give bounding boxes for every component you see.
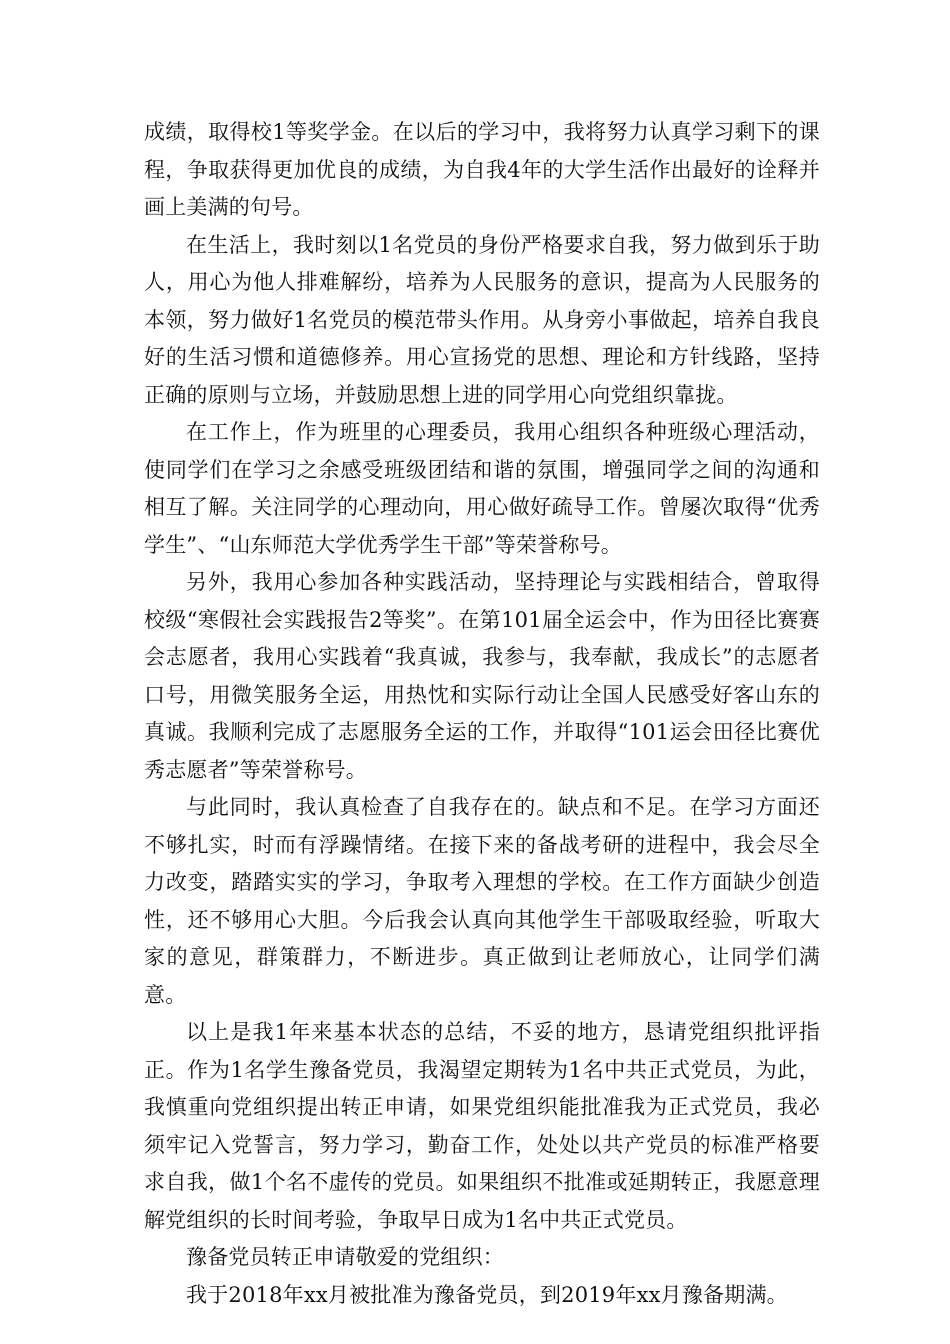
paragraph-work: 在工作上，作为班里的心理委员，我用心组织各种班级心理活动，使同学们在学习之余感受班级团结和谐的氛围，增强同学之间的沟通和相互了解。关注同学的心理动向，用心做好疏导工作。曾屡次取得“优秀学生”、“山东师范大学优秀学生干部”等荣誉称号。 (144, 420, 820, 557)
paragraph-last: 我于2018年xx月被批准为豫备党员，到2019年xx月豫备期满。 (186, 1282, 788, 1307)
paragraph-1: 成绩，取得校1等奖学金。在以后的学习中，我将努力认真学习剩下的课程，争取获得更加优良的成绩，为自我4年的大学生活作出最好的诠释并画上美满的句号。 (144, 120, 820, 219)
paragraph-life: 在生活上，我时刻以1名党员的身份严格要求自我，努力做到乐于助人，用心为他人排难解纷，培养为人民服务的意识，提高为人民服务的本领，努力做好1名党员的模范带头作用。从身旁小事做起，培养自我良好的生活习惯和道德修养。用心宣扬党的思想、理论和方针线路，坚持正确的原则与立场，并鼓励思想上进的同学用心向党组织靠拢。 (144, 232, 820, 407)
paragraph-heading: 豫备党员转正申请敬爱的党组织： (186, 1245, 504, 1269)
document-body (144, 114, 820, 1314)
paragraph-shortcomings: 与此同时，我认真检查了自我存在的。缺点和不足。在学习方面还不够扎实，时而有浮躁情绪。在接下来的备战考研的进程中，我会尽全力改变，踏踏实实的学习，争取考入理想的学校。在工作方面缺少创造性，还不够用心大胆。今后我会认真向其他学生干部吸取经验，听取大家的意见，群策群力，不断进步。真正做到让老师放心，让同学们满意。 (144, 795, 820, 1007)
paragraph-summary: 以上是我1年来基本状态的总结，不妥的地方，恳请党组织批评指正。作为1名学生豫备党员，我渴望定期转为1名中共正式党员，为此，我慎重向党组织提出转正申请，如果党组织能批准我为正式党员，我必须牢记入党誓言，努力学习，勤奋工作，处处以共产党员的标准严格要求自我，做1个名不虚传的党员。如果组织不批准或延期转正，我愿意理解党组织的长时间考验，争取早日成为1名中共正式党员。 (144, 1020, 820, 1232)
paragraph-practice: 另外，我用心参加各种实践活动，坚持理论与实践相结合，曾取得校级“寒假社会实践报告2等奖”。在第101届全运会中，作为田径比赛赛会志愿者，我用心实践着“我真诚，我参与，我奉献，我成长”的志愿者口号，用微笑服务全运，用热忱和实际行动让全国人民感受好客山东的真诚。我顺利完成了志愿服务全运的工作，并取得“101运会田径比赛优秀志愿者”等荣誉称号。 (144, 570, 820, 782)
